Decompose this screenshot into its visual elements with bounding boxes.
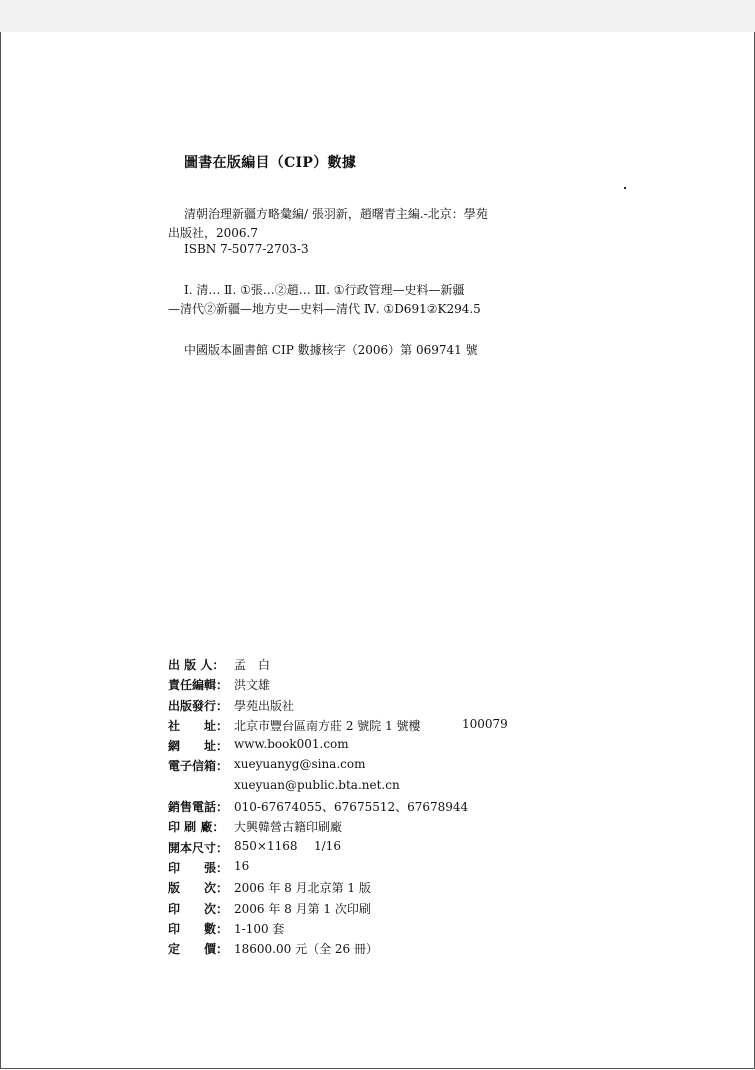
editor-value: 洪文雄	[234, 678, 271, 693]
cip-heading: 圖書在版編目（CIP）數據	[184, 155, 357, 171]
email-label: 電子信箱：	[168, 759, 229, 774]
email-value-1: xueyuanyg@sina.com	[234, 757, 366, 772]
sheets-label: 印 張：	[168, 860, 229, 875]
cip-entry-line-2: 出版社，2006.7	[168, 226, 258, 240]
postcode-value: 100079	[462, 716, 508, 731]
price-value: 18600.00 元（全 26 冊）	[234, 942, 378, 957]
format-label: 開本尺寸：	[168, 840, 229, 855]
editor-label: 責任編輯：	[168, 678, 229, 693]
edition-value: 2006 年 8 月北京第 1 版	[234, 881, 371, 896]
format-value: 850×1168	[234, 838, 298, 853]
email-value-2: xueyuan@public.bta.net.cn	[234, 777, 400, 792]
printer-label: 印 刷 廠：	[168, 820, 225, 835]
sheets-value: 16	[234, 858, 250, 873]
copies-value: 1-100 套	[234, 921, 285, 936]
printer-value: 大興韓營古籍印刷廠	[234, 820, 343, 835]
edition-label: 版 次：	[168, 881, 229, 896]
print-speck	[624, 187, 626, 189]
phone-value: 010-67674055、67675512、67678944	[234, 800, 469, 815]
cip-entry-line-1: 清朝治理新疆方略彙編/ 張羽新，趙曙青主編.-北京：學苑	[184, 207, 488, 221]
impression-value: 2006 年 8 月第 1 次印刷	[234, 901, 371, 916]
impression-label: 印 次：	[168, 901, 229, 916]
website-label: 網 址：	[168, 739, 229, 754]
publisher-label: 出 版 人：	[168, 658, 225, 672]
cip-subject-line-1: Ⅰ. 清… Ⅱ. ①張…②趙… Ⅲ. ①行政管理—史料—新疆	[184, 283, 465, 297]
address-label: 社 址：	[168, 718, 229, 733]
cip-record-number: 中國版本圖書館 CIP 數據核字（2006）第 069741 號	[184, 343, 478, 357]
distributor-value: 學苑出版社	[234, 698, 295, 713]
price-label: 定 價：	[168, 942, 229, 957]
copies-label: 印 數：	[168, 921, 229, 936]
distributor-label: 出版發行：	[168, 698, 229, 713]
publisher-value: 孟 白	[234, 658, 271, 672]
address-value: 北京市豐台區南方莊 2 號院 1 號樓	[234, 718, 421, 733]
cip-subject-line-2: —清代②新疆—地方史—史料—清代 Ⅳ. ①D691②K294.5	[168, 302, 481, 316]
format-fraction: 1/16	[314, 838, 341, 853]
website-value: www.book001.com	[234, 737, 349, 752]
cip-isbn: ISBN 7-5077-2703-3	[184, 242, 309, 256]
phone-label: 銷售電話：	[168, 800, 229, 815]
